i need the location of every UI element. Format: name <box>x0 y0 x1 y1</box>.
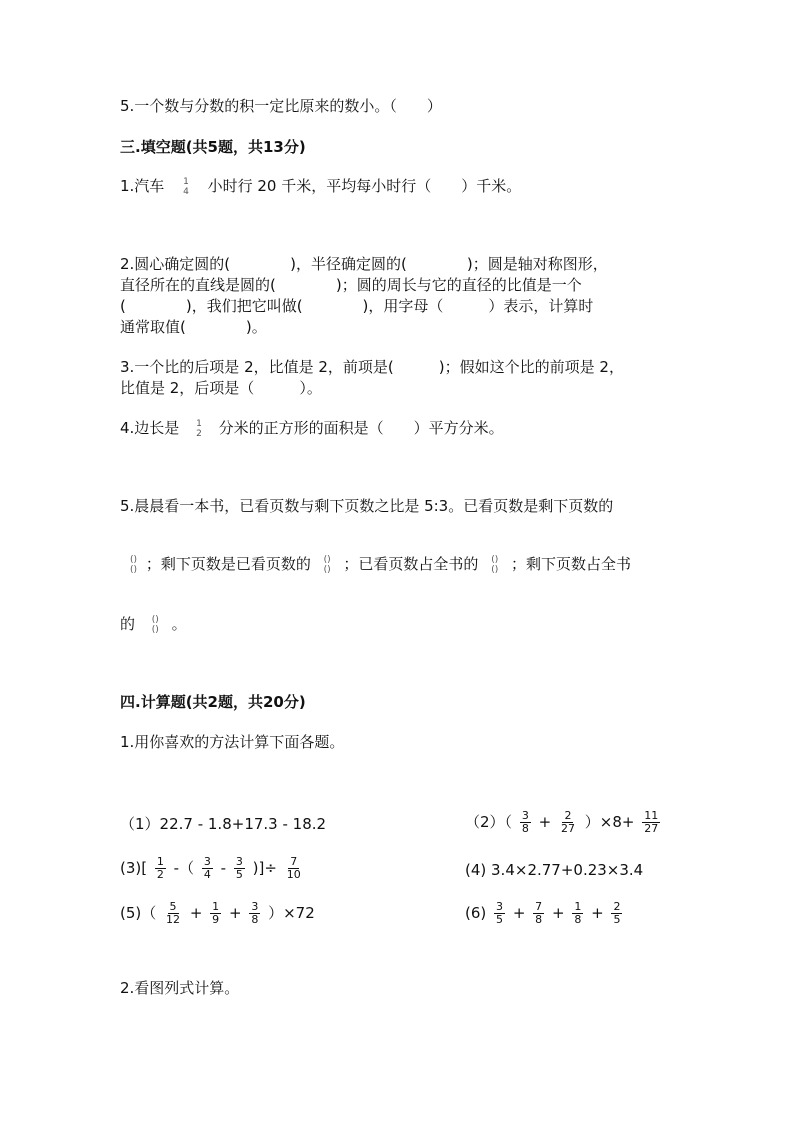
calc-3-minus-open: -（ <box>173 859 195 877</box>
calc-item-3 <box>120 856 306 881</box>
fill-q5-part-1: ；剩下页数是已看页数的 <box>145 555 311 573</box>
numerator: 2 <box>564 809 572 822</box>
calc-item-5 <box>120 901 315 926</box>
fill-q5-of: 的 <box>120 615 136 633</box>
calc-6-fraction-3 <box>572 901 583 926</box>
numerator: 3 <box>203 855 211 868</box>
fill-q1-text-a: 1.汽车 <box>120 177 165 195</box>
numerator: 1 <box>212 900 220 913</box>
fill-question-2-line-3: ( )，我们把它叫做( )，用字母（ ）表示，计算时 <box>120 297 594 315</box>
calc-2-fraction-2 <box>559 810 577 835</box>
fill-q1-frac-numerator: 1 <box>183 176 189 187</box>
numerator: 1 <box>156 855 164 868</box>
calc-5-open: (5)（ <box>120 904 157 922</box>
calc-5-plus-1: + <box>189 904 203 922</box>
fill-question-5-line-3 <box>120 614 187 635</box>
section-4-title: 四.计算题(共2题，共20分) <box>120 693 306 711</box>
calc-5-fraction-2 <box>210 901 221 926</box>
fill-q4-frac-numerator: 1 <box>196 418 202 429</box>
blank-frac-top: () <box>151 614 159 625</box>
blank-frac-top: () <box>323 554 331 565</box>
fill-question-2-line-1: 2.圆心确定圆的( )，半径确定圆的( )；圆是轴对称图形， <box>120 255 608 273</box>
calc-6-plus-2: + <box>551 904 565 922</box>
calc-2-open: （2）（ <box>465 813 513 831</box>
calc-5-fraction-3 <box>249 901 260 926</box>
calc-6-fraction-1 <box>494 901 505 926</box>
calc-6-fraction-2 <box>533 901 544 926</box>
fill-q5-blank-fraction-4 <box>152 615 159 635</box>
numerator: 11 <box>644 809 659 822</box>
numerator: 3 <box>251 900 259 913</box>
blank-frac-bottom: () <box>323 564 331 575</box>
numerator: 3 <box>235 855 243 868</box>
numerator: 1 <box>574 900 582 913</box>
calc-6-label: (6) <box>465 904 487 922</box>
fill-q5-part-3: ；剩下页数占全书 <box>511 555 632 573</box>
fill-q5-blank-fraction-2 <box>324 555 331 575</box>
calc-2-fraction-1 <box>520 810 531 835</box>
calc-3-close-div: )]÷ <box>252 859 277 877</box>
calc-5-plus-2: + <box>228 904 242 922</box>
blank-frac-top: () <box>491 554 499 565</box>
numerator: 5 <box>169 900 177 913</box>
fill-question-1 <box>120 176 521 197</box>
fill-q4-frac-denominator: 2 <box>196 428 202 439</box>
denominator: 9 <box>212 913 220 926</box>
numerator: 7 <box>290 855 298 868</box>
calc-2-plus: + <box>538 813 552 831</box>
calc-2-fraction-3 <box>642 810 660 835</box>
fill-q1-frac-denominator: 4 <box>183 186 189 197</box>
calc-3-fraction-1 <box>155 856 166 881</box>
fill-q1-fraction <box>181 177 191 197</box>
judge-question-5: 5.一个数与分数的积一定比原来的数小。（ ） <box>120 97 442 115</box>
fill-q4-fraction <box>194 419 204 439</box>
calc-3-minus: - <box>220 859 227 877</box>
fill-question-2-line-2: 直径所在的直线是圆的( )；圆的周长与它的直径的比值是一个 <box>120 276 582 294</box>
calc-6-plus-3: + <box>591 904 604 922</box>
fill-question-5-line-2 <box>120 554 631 575</box>
calc-2-mid: ）×8+ <box>584 813 635 831</box>
calc-5-fraction-1 <box>164 901 182 926</box>
denominator: 5 <box>613 913 621 926</box>
fill-q1-text-b: 小时行 20 千米，平均每小时行（ ）千米。 <box>207 177 522 195</box>
denominator: 8 <box>251 913 259 926</box>
blank-frac-bottom: () <box>491 564 499 575</box>
calc-item-6 <box>465 901 625 926</box>
fill-question-2-line-4: 通常取值( )。 <box>120 318 267 336</box>
calc-3-open: (3)[ <box>120 859 148 877</box>
fill-question-5-line-1: 5.晨晨看一本书，已看页数与剩下页数之比是 5:3。已看页数是剩下页数的 <box>120 497 614 515</box>
blank-frac-bottom: () <box>130 564 138 575</box>
calc-question-2: 2.看图列式计算。 <box>120 979 240 997</box>
denominator: 2 <box>156 868 164 881</box>
calc-item-1: （1）22.7 - 1.8+17.3 - 18.2 <box>120 815 327 833</box>
calc-5-close: ）×72 <box>268 904 315 922</box>
numerator: 3 <box>496 900 504 913</box>
calc-3-fraction-3 <box>234 856 245 881</box>
blank-frac-top: () <box>130 554 138 565</box>
denominator: 10 <box>286 868 301 881</box>
numerator: 2 <box>613 900 621 913</box>
calc-6-fraction-4 <box>611 901 622 926</box>
calc-6-plus-1: + <box>512 904 526 922</box>
calc-item-2 <box>465 810 663 835</box>
fill-question-3-line-1: 3.一个比的后项是 2，比值是 2，前项是( )；假如这个比的前项是 2， <box>120 358 624 376</box>
denominator: 27 <box>644 822 659 835</box>
fill-q4-text-b: 分米的正方形的面积是（ ）平方分米。 <box>218 419 504 437</box>
denominator: 4 <box>203 868 211 881</box>
denominator: 8 <box>535 913 543 926</box>
numerator: 3 <box>521 809 529 822</box>
denominator: 27 <box>560 822 575 835</box>
fill-q4-text-a: 4.边长是 <box>120 419 180 437</box>
fill-q5-end: 。 <box>171 615 187 633</box>
blank-frac-bottom: () <box>151 624 159 635</box>
fill-q5-blank-fraction-3 <box>491 555 498 575</box>
denominator: 5 <box>496 913 504 926</box>
numerator: 7 <box>535 900 543 913</box>
calc-3-fraction-2 <box>202 856 213 881</box>
fill-q5-blank-fraction-1 <box>130 555 137 575</box>
denominator: 8 <box>574 913 582 926</box>
calc-item-4: (4) 3.4×2.77+0.23×3.4 <box>465 861 644 879</box>
calc-question-1: 1.用你喜欢的方法计算下面各题。 <box>120 733 345 751</box>
section-3-title: 三.填空题(共5题，共13分) <box>120 138 306 156</box>
denominator: 5 <box>235 868 243 881</box>
calc-3-fraction-4 <box>285 856 303 881</box>
fill-question-3-line-2: 比值是 2，后项是（ ）。 <box>120 379 322 397</box>
denominator: 12 <box>166 913 181 926</box>
fill-question-4 <box>120 418 504 439</box>
fill-q5-part-2: ；已看页数占全书的 <box>343 555 479 573</box>
denominator: 8 <box>521 822 529 835</box>
